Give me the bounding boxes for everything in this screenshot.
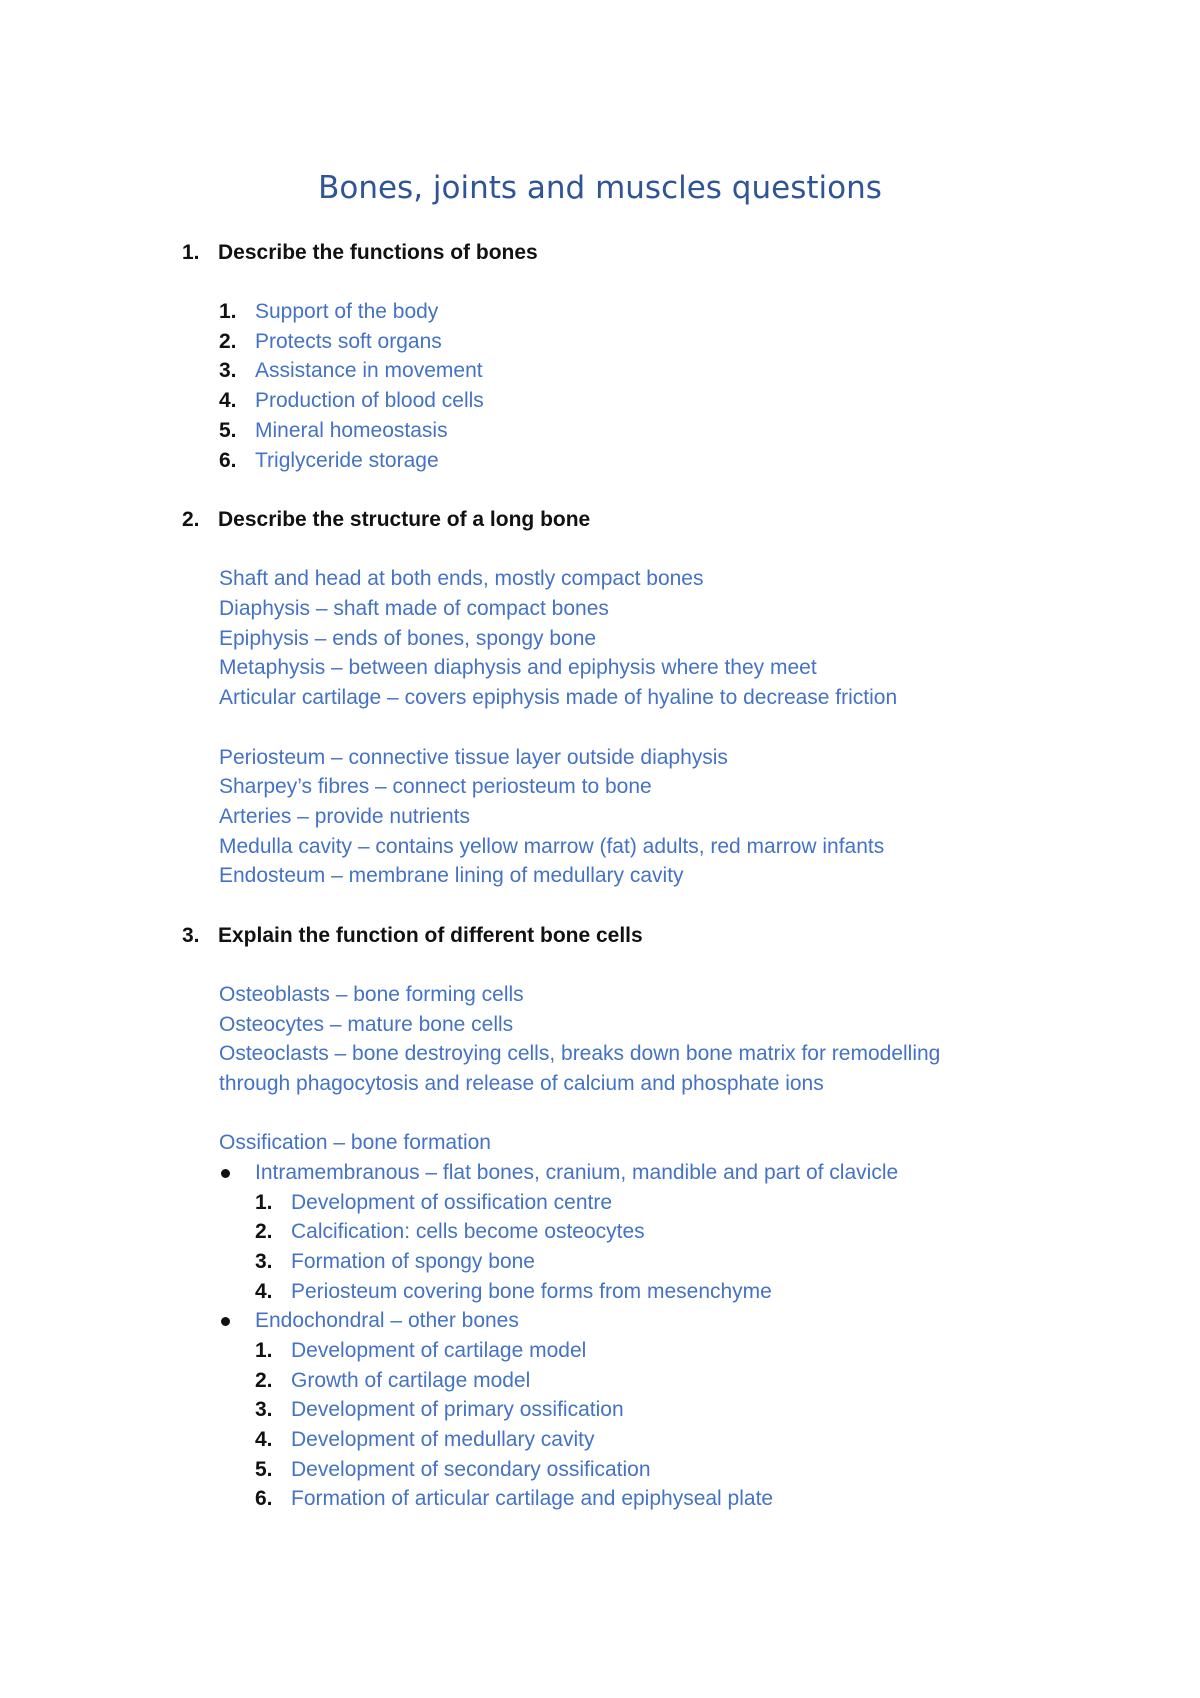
- answer-line: Ossification – bone formation: [219, 1131, 491, 1154]
- list-text: Protects soft organs: [255, 330, 442, 353]
- list-number: 6.: [255, 1487, 273, 1510]
- question-1-heading: [182, 238, 538, 268]
- bullet-dot-icon: [221, 1317, 230, 1326]
- question-number: 1.: [182, 241, 200, 264]
- list-number: 4.: [255, 1280, 273, 1303]
- list-number: 1.: [219, 300, 237, 323]
- list-number: 2.: [219, 330, 237, 353]
- question-text: Describe the functions of bones: [218, 241, 538, 264]
- answer-line: Osteoblasts – bone forming cells: [219, 983, 524, 1006]
- list-text: Mineral homeostasis: [255, 419, 448, 442]
- question-2-heading: [182, 505, 590, 535]
- list-number: 1.: [255, 1339, 273, 1362]
- list-number: 3.: [255, 1398, 273, 1421]
- answer-line: through phagocytosis and release of calcium and phosphate ions: [219, 1072, 824, 1095]
- list-number: 4.: [255, 1428, 273, 1451]
- question-text: Explain the function of different bone cells: [218, 924, 643, 947]
- list-text: Development of cartilage model: [291, 1339, 587, 1362]
- answer-line: Diaphysis – shaft made of compact bones: [219, 597, 609, 620]
- question-number: 3.: [182, 924, 200, 947]
- answer-line: Epiphysis – ends of bones, spongy bone: [219, 627, 597, 650]
- list-number: 2.: [255, 1369, 273, 1392]
- list-text: Support of the body: [255, 300, 439, 323]
- bullet-text: Intramembranous – flat bones, cranium, mandible and part of clavicle: [255, 1161, 899, 1184]
- question-number: 2.: [182, 508, 200, 531]
- list-text: Development of medullary cavity: [291, 1428, 595, 1451]
- list-text: Production of blood cells: [255, 389, 484, 412]
- answer-line: Shaft and head at both ends, mostly compact bones: [219, 567, 704, 590]
- list-number: 5.: [219, 419, 237, 442]
- list-text: Development of ossification centre: [291, 1191, 612, 1214]
- answer-line: Metaphysis – between diaphysis and epiphysis where they meet: [219, 656, 817, 679]
- list-number: 3.: [219, 359, 237, 382]
- list-number: 5.: [255, 1458, 273, 1481]
- answer-line: Articular cartilage – covers epiphysis made of hyaline to decrease friction: [219, 686, 898, 709]
- list-number: 2.: [255, 1220, 273, 1243]
- bullet-dot-icon: [221, 1169, 230, 1178]
- list-text: Development of secondary ossification: [291, 1458, 651, 1481]
- bullet-text: Endochondral – other bones: [255, 1309, 519, 1332]
- list-text: Growth of cartilage model: [291, 1369, 531, 1392]
- answer-line: Periosteum – connective tissue layer outside diaphysis: [219, 746, 728, 769]
- answer-line: Medulla cavity – contains yellow marrow (fat) adults, red marrow infants: [219, 835, 885, 858]
- answer-line: Osteoclasts – bone destroying cells, breaks down bone matrix for remodelling: [219, 1042, 941, 1065]
- list-number: 1.: [255, 1191, 273, 1214]
- answer-line: Osteocytes – mature bone cells: [219, 1013, 514, 1036]
- list-number: 4.: [219, 389, 237, 412]
- question-text: Describe the structure of a long bone: [218, 508, 591, 531]
- answer-line: Sharpey’s fibres – connect periosteum to bone: [219, 775, 652, 798]
- list-text: Formation of spongy bone: [291, 1250, 535, 1273]
- list-number: 6.: [219, 449, 237, 472]
- list-text: Triglyceride storage: [255, 449, 439, 472]
- list-text: Calcification: cells become osteocytes: [291, 1220, 645, 1243]
- list-text: Periosteum covering bone forms from mesenchyme: [291, 1280, 772, 1303]
- answer-line: Endosteum – membrane lining of medullary cavity: [219, 864, 684, 887]
- page-title: Bones, joints and muscles questions: [318, 170, 882, 206]
- list-text: Assistance in movement: [255, 359, 483, 382]
- list-text: Development of primary ossification: [291, 1398, 624, 1421]
- list-text: Formation of articular cartilage and epiphyseal plate: [291, 1487, 774, 1510]
- question-3-heading: [182, 921, 643, 951]
- answer-line: Arteries – provide nutrients: [219, 805, 470, 828]
- list-number: 3.: [255, 1250, 273, 1273]
